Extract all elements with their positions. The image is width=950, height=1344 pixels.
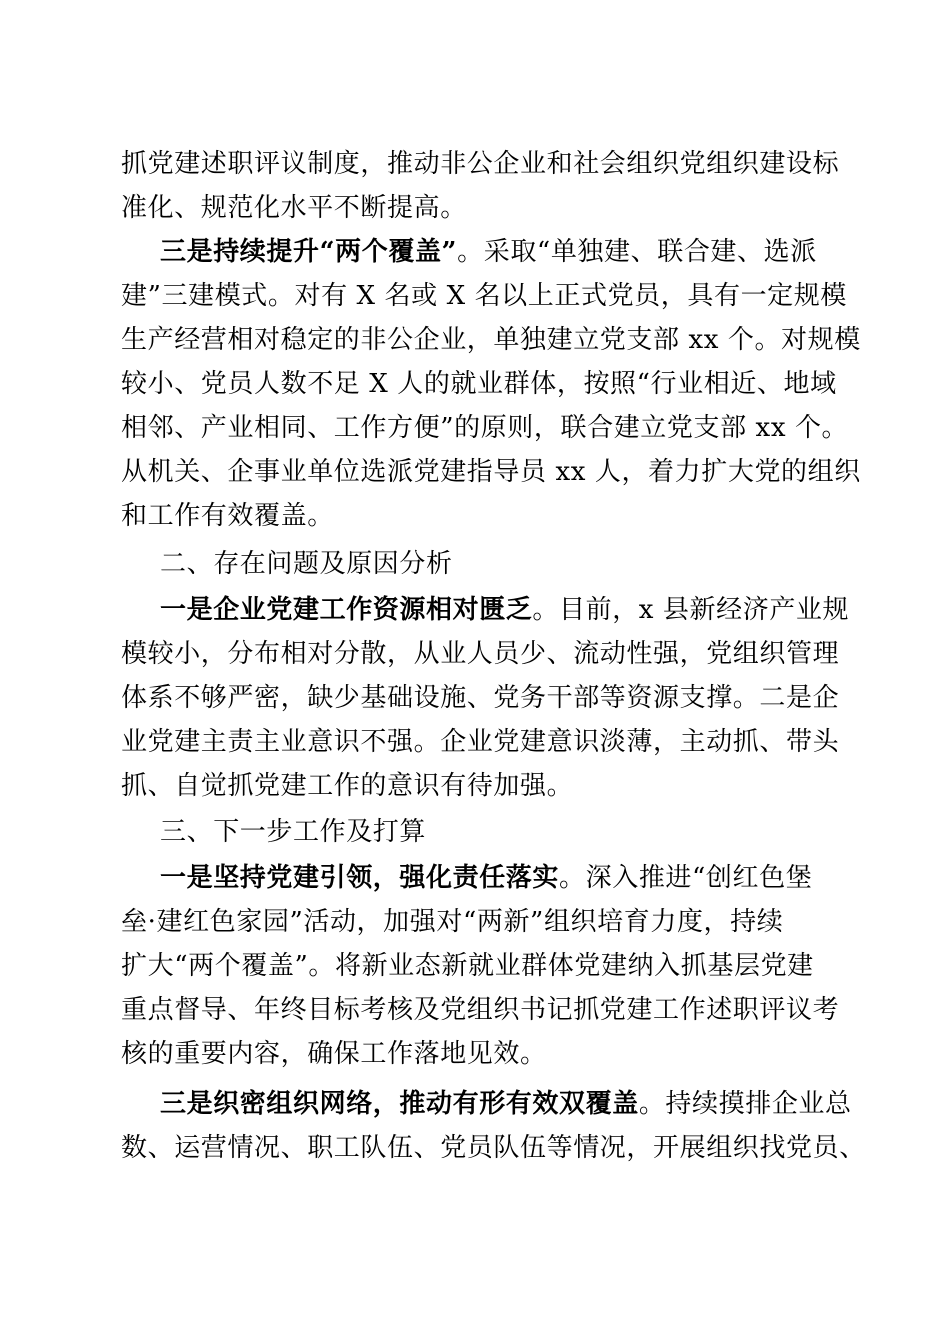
paragraph-1-line-1: 抓党建述职评议制度，推动非公企业和社会组织党组织建设标 xyxy=(121,149,840,179)
paragraph-2-line-5: 相邻、产业相同、工作方便”的原则，联合建立党支部 xx 个。 xyxy=(121,413,849,443)
section-heading-2: 二、存在问题及原因分析 xyxy=(160,549,453,579)
paragraph-4-line-1 xyxy=(160,856,870,900)
paragraph-5-line-1 xyxy=(160,1082,870,1126)
paragraph-3-line-3: 体系不够严密，缺少基础设施、党务干部等资源支撑。二是企 xyxy=(121,683,840,713)
paragraph-3-line-1-rest: 。目前，x 县新经济产业规 xyxy=(532,595,850,625)
paragraph-4-line-3: 扩大“两个覆盖”。将新业态新就业群体党建纳入抓基层党建 xyxy=(121,951,814,981)
paragraph-3-line-5: 抓、自觉抓党建工作的意识有待加强。 xyxy=(121,771,574,801)
paragraph-4-lead: 一是坚持党建引领，强化责任落实 xyxy=(160,863,560,893)
paragraph-2-line-6: 从机关、企事业单位选派党建指导员 xx 人，着力扩大党的组织 xyxy=(121,457,861,487)
paragraph-2-line-3: 生产经营相对稳定的非公企业，单独建立党支部 xx 个。对规模 xyxy=(121,325,861,355)
paragraph-2-line-1-rest: 。采取“单独建、联合建、选派 xyxy=(457,237,817,267)
paragraph-4-line-4: 重点督导、年终目标考核及党组织书记抓党建工作述职评议考 xyxy=(121,995,840,1025)
paragraph-2-line-4: 较小、党员人数不足 X 人的就业群体，按照“行业相近、地域 xyxy=(121,369,837,399)
paragraph-2-lead: 三是持续提升“两个覆盖” xyxy=(160,237,458,267)
paragraph-3-line-1 xyxy=(160,588,870,632)
section-heading-3: 三、下一步工作及打算 xyxy=(160,817,427,847)
paragraph-5-line-1-rest: 。持续摸排企业总 xyxy=(638,1089,852,1119)
paragraph-4-line-5: 核的重要内容，确保工作落地见效。 xyxy=(121,1039,547,1069)
paragraph-4-line-1-rest: 。深入推进“创红色堡 xyxy=(559,863,813,893)
paragraph-2-line-2: 建”三建模式。对有 X 名或 X 名以上正式党员，具有一定规模 xyxy=(121,281,847,311)
paragraph-2-line-1 xyxy=(160,230,870,274)
paragraph-1-line-2: 准化、规范化水平不断提高。 xyxy=(121,193,467,223)
paragraph-5-line-2: 数、运营情况、职工队伍、党员队伍等情况，开展组织找党员、 xyxy=(121,1133,866,1163)
paragraph-2-line-7: 和工作有效覆盖。 xyxy=(121,501,334,531)
paragraph-3-line-4: 业党建主责主业意识不强。企业党建意识淡薄，主动抓、带头 xyxy=(121,727,840,757)
paragraph-5-lead: 三是织密组织网络，推动有形有效双覆盖 xyxy=(160,1089,639,1119)
paragraph-3-line-2: 模较小，分布相对分散，从业人员少、流动性强，党组织管理 xyxy=(121,639,840,669)
paragraph-4-line-2: 垒·建红色家园”活动，加强对“两新”组织培育力度，持续 xyxy=(121,907,784,937)
paragraph-3-lead: 一是企业党建工作资源相对匮乏 xyxy=(160,595,533,625)
